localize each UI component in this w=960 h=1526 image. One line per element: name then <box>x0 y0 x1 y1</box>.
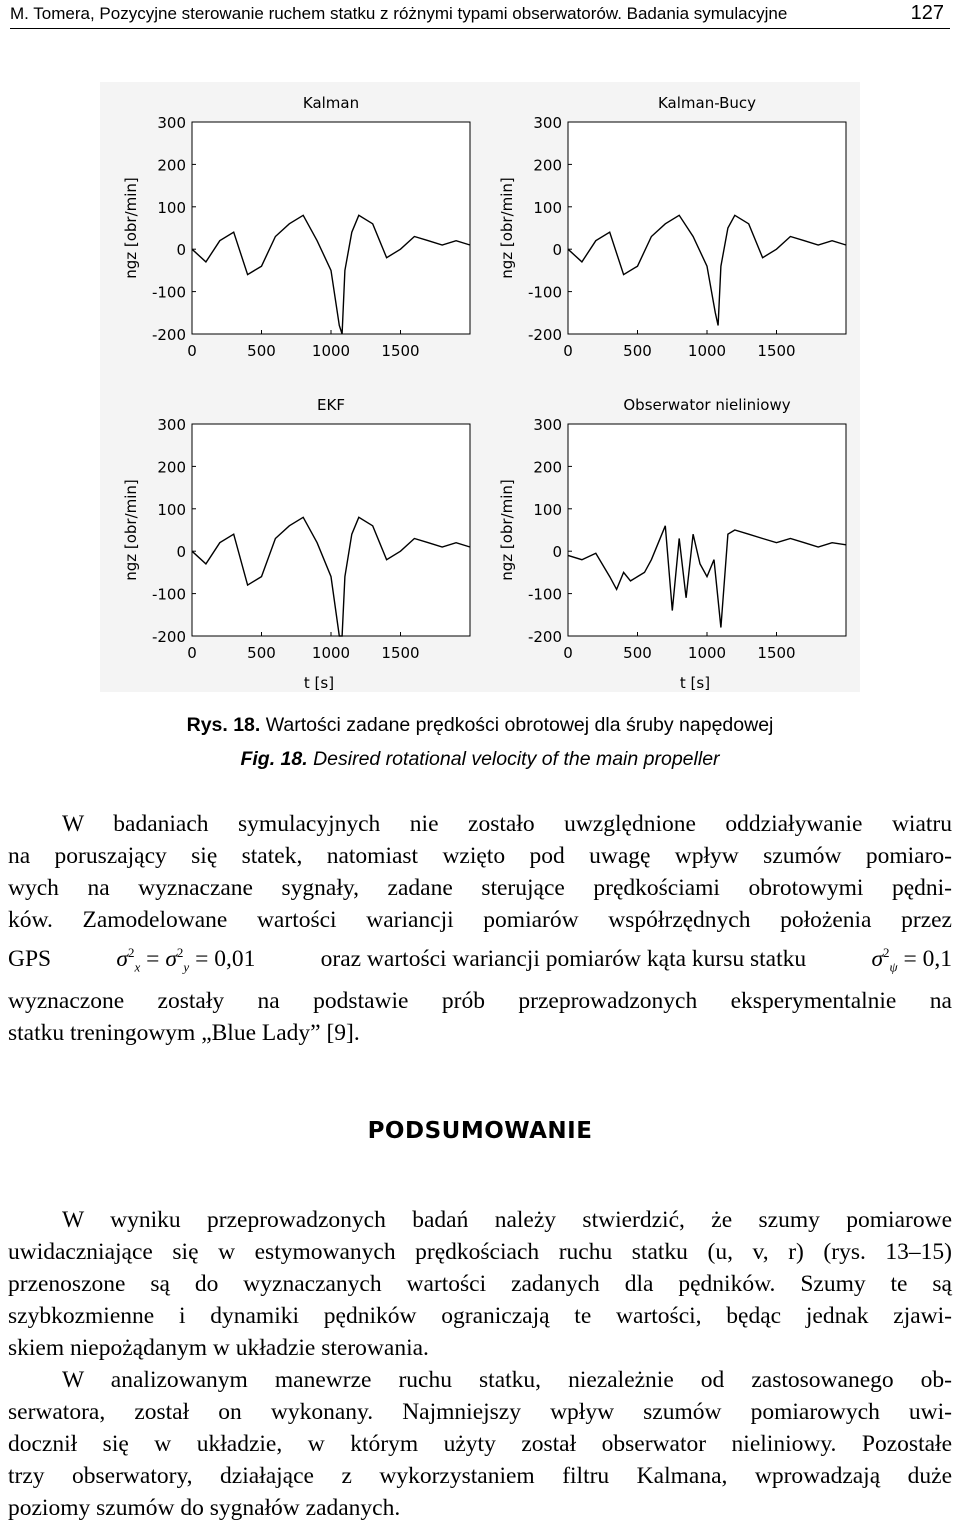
caption-en-text: Desired rotational velocity of the main propeller <box>307 748 720 770</box>
caption-en-label: Fig. 18. <box>240 748 308 770</box>
y-axis-label: ngz [obr/min] <box>122 177 140 279</box>
x-tick-label: 500 <box>623 342 652 360</box>
y-tick-label: -200 <box>151 326 186 344</box>
paragraph-summary <box>8 1204 952 1524</box>
y-tick-label: 200 <box>533 458 562 477</box>
text-line: docznił się w układzie, w którym użyty został obserwator nieliniowy. Pozostałe <box>8 1431 952 1457</box>
figure-panels <box>100 82 860 692</box>
y-tick-label: 300 <box>157 416 186 434</box>
x-axis-label: t [s] <box>303 674 335 692</box>
plot-frame <box>192 424 470 636</box>
y-tick-label: -200 <box>527 628 562 646</box>
caption-pl-text: Wartości zadane prędkości obrotowej dla śruby napędowej <box>260 714 774 736</box>
panel-title: Kalman-Bucy <box>657 94 757 112</box>
y-tick-label: 100 <box>533 198 562 217</box>
x-axis-label: t [s] <box>679 674 711 692</box>
y-axis-label: ngz [obr/min] <box>498 177 516 279</box>
panel-title: Obserwator nieliniowy <box>623 396 791 414</box>
y-tick-label: 200 <box>157 156 186 175</box>
x-tick-label: 1000 <box>687 644 727 662</box>
text-line: serwatora, został on wykonany. Najmniejszy wpływ szumów pomiarowych uwi- <box>8 1399 952 1425</box>
figure-caption-en <box>0 748 960 771</box>
text-line: wyznaczone zostały na podstawie prób przeprowadzonych eksperymentalnie na <box>8 987 952 1014</box>
text-line: na poruszający się statek, natomiast wzięto pod uwagę wpływ szumów pomiaro- <box>8 843 952 869</box>
sigma-symbol: σ <box>871 945 884 972</box>
equation-middle-text: oraz wartości wariancji pomiarów kąta kursu statku <box>320 945 807 972</box>
running-title: M. Tomera, Pozycyjne sterowanie ruchem statku z różnymi typami obserwatorów. Badania symulacyjne <box>10 4 788 23</box>
gps-label: GPS <box>8 945 52 972</box>
x-tick-label: 1500 <box>757 342 796 360</box>
y-tick-label: 0 <box>176 241 186 260</box>
exponent: 2 <box>176 945 184 960</box>
text-line: przenoszone są do wyznaczanych wartości zadanych dla pędników. Szumy te są <box>8 1271 952 1297</box>
y-tick-label: 200 <box>157 458 186 477</box>
text-line: wych na wyznaczane sygnały, zadane sterujące prędkościami obrotowymi pędni- <box>8 875 952 901</box>
x-tick-label: 1000 <box>311 342 351 360</box>
y-axis-label: ngz [obr/min] <box>498 479 516 581</box>
sigma-symbol: σ <box>116 945 129 972</box>
variance-equation-xy <box>116 936 255 985</box>
variance-value-xy: 0,01 <box>214 945 256 972</box>
y-tick-label: -100 <box>527 283 562 302</box>
y-tick-label: 0 <box>552 543 562 562</box>
figure-caption-pl <box>0 714 960 737</box>
equals-sign: = <box>189 945 215 972</box>
y-tick-label: 300 <box>533 114 562 132</box>
plot-frame <box>568 122 846 334</box>
paragraph-simulation <box>8 808 952 1049</box>
x-tick-label: 0 <box>187 342 197 360</box>
x-tick-label: 500 <box>623 644 652 662</box>
variance-value-psi: 0,1 <box>922 945 952 972</box>
x-tick-label: 1500 <box>757 644 796 662</box>
equals-sign: = <box>897 945 923 972</box>
x-tick-label: 0 <box>563 342 573 360</box>
x-tick-label: 500 <box>247 342 276 360</box>
text-line: W analizowanym manewrze ruchu statku, niezależnie od zastosowanego ob- <box>62 1367 952 1393</box>
text-line: ków. Zamodelowane wartości wariancji pomiarów współrzędnych położenia przez <box>8 907 952 933</box>
subscript-y: y <box>183 959 190 975</box>
panel-title: EKF <box>317 396 345 414</box>
x-tick-label: 1000 <box>687 342 727 360</box>
text-line: statku treningowym „Blue Lady” [9]. <box>8 1019 360 1046</box>
text-line: szybkozmienne i dynamiki pędników ograniczają te wartości, będąc jednak zjawi- <box>8 1303 952 1329</box>
x-tick-label: 1500 <box>381 342 420 360</box>
exponent: 2 <box>128 945 135 960</box>
y-tick-label: -200 <box>527 326 562 344</box>
text-line: W badaniach symulacyjnych nie zostało uwzględnione oddziaływanie wiatru <box>62 811 952 837</box>
panel-title: Kalman <box>302 94 360 112</box>
page-number: 127 <box>910 2 944 24</box>
text-line: poziomy szumów do sygnałów zadanych. <box>8 1495 401 1521</box>
subscript-psi: ψ <box>889 959 898 975</box>
y-tick-label: 300 <box>157 114 186 132</box>
x-tick-label: 1000 <box>311 644 351 662</box>
plot-frame <box>192 122 470 334</box>
x-tick-label: 500 <box>247 644 276 662</box>
running-header <box>10 2 950 29</box>
subscript-x: x <box>134 959 141 975</box>
text-line: skiem niepożądanym w układzie sterowania. <box>8 1335 429 1361</box>
y-tick-label: 200 <box>533 156 562 175</box>
y-tick-label: 300 <box>533 416 562 434</box>
exponent: 2 <box>883 945 890 960</box>
y-tick-label: -100 <box>527 585 562 604</box>
text-line: W wyniku przeprowadzonych badań należy stwierdzić, że szumy pomiarowe <box>62 1207 952 1233</box>
x-tick-label: 0 <box>187 644 197 662</box>
y-tick-label: 100 <box>157 500 186 519</box>
section-heading: PODSUMOWANIE <box>367 1118 593 1144</box>
x-tick-label: 1500 <box>381 644 420 662</box>
y-tick-label: 100 <box>533 500 562 519</box>
y-tick-label: -200 <box>151 628 186 646</box>
y-tick-label: 100 <box>157 198 186 217</box>
y-tick-label: 0 <box>552 241 562 260</box>
text-line: trzy obserwatory, działające z wykorzystaniem filtru Kalmana, wprowadzają duże <box>8 1463 952 1489</box>
y-tick-label: -100 <box>151 283 186 302</box>
equation-line <box>8 936 952 985</box>
y-axis-label: ngz [obr/min] <box>122 479 140 581</box>
plot-frame <box>568 424 846 636</box>
variance-equation-psi <box>871 936 952 985</box>
y-tick-label: 0 <box>176 543 186 562</box>
text-line: uwidaczniające się w estymowanych prędkościach ruchu statku (u, v, r) (rys. 13–15) <box>8 1239 952 1265</box>
equals-sign: = <box>140 945 166 972</box>
y-tick-label: -100 <box>151 585 186 604</box>
sigma-symbol: σ <box>165 945 177 972</box>
caption-pl-label: Rys. 18. <box>186 714 261 736</box>
x-tick-label: 0 <box>563 644 573 662</box>
